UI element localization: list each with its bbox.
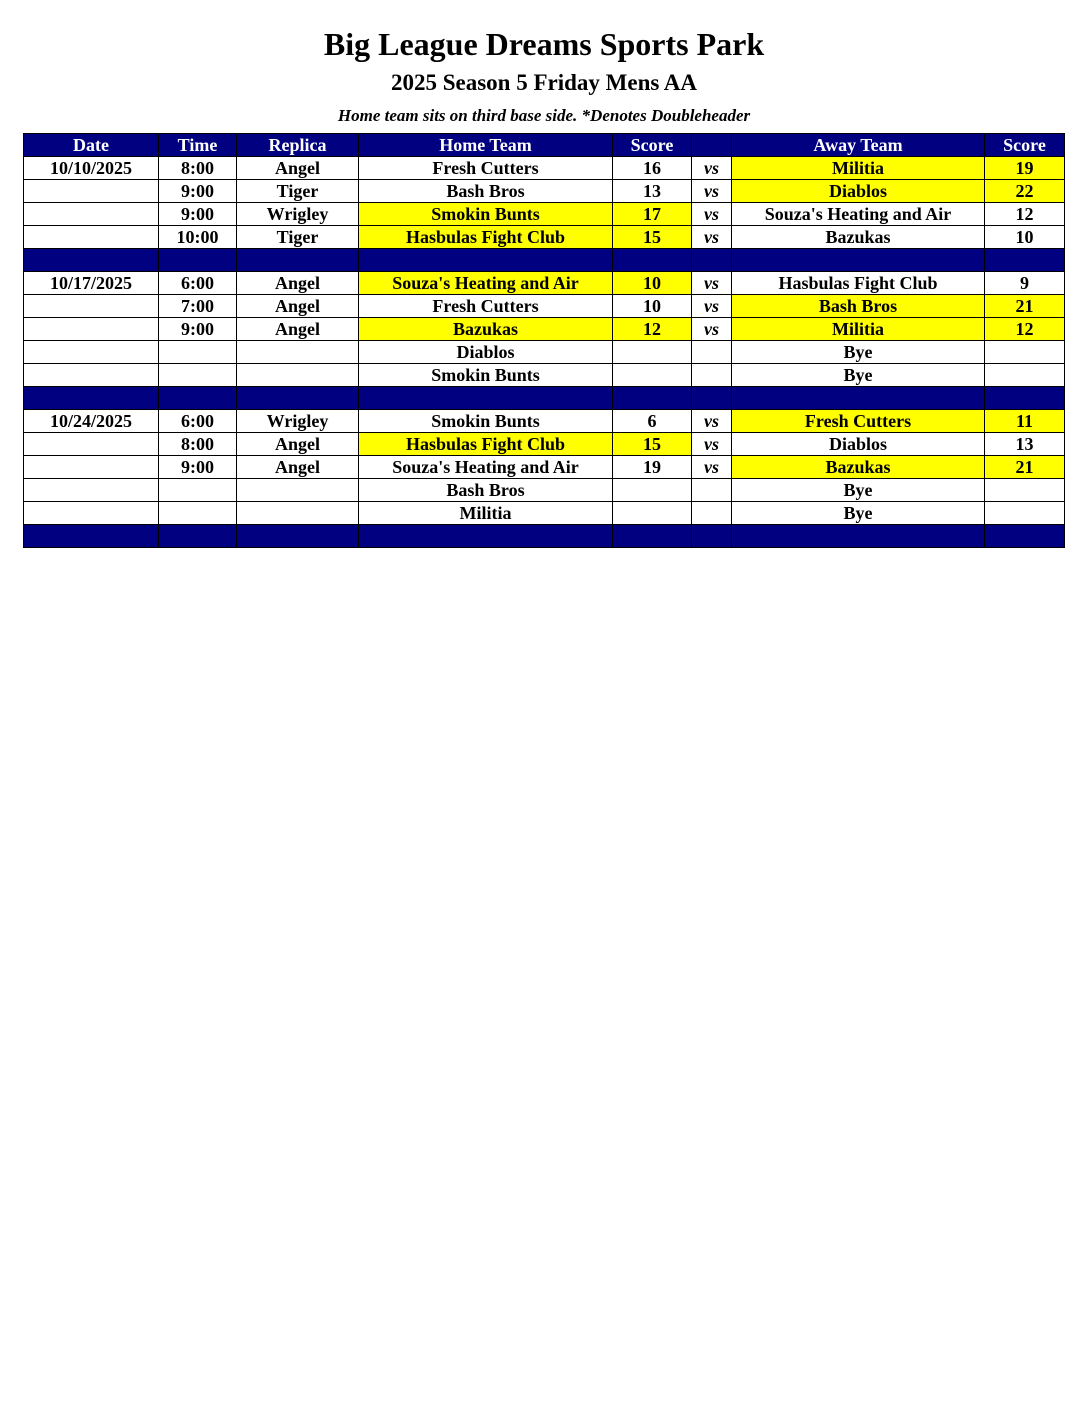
time-cell: 9:00 xyxy=(159,180,237,203)
col-header-away-team: Away Team xyxy=(732,134,985,157)
page-title: Big League Dreams Sports Park xyxy=(323,26,765,62)
schedule-table xyxy=(23,133,1065,548)
separator-cell xyxy=(692,249,732,272)
separator-cell xyxy=(359,249,613,272)
col-header-home-team: Home Team xyxy=(359,134,613,157)
game-row xyxy=(24,502,1065,525)
time-cell: 6:00 xyxy=(159,410,237,433)
time-cell: 10:00 xyxy=(159,226,237,249)
vs-cell: vs xyxy=(692,456,732,479)
home-score-cell: 12 xyxy=(613,318,692,341)
replica-cell: Tiger xyxy=(237,226,359,249)
away-score-cell: 21 xyxy=(985,295,1065,318)
game-row xyxy=(24,456,1065,479)
away-team-cell: Fresh Cutters xyxy=(732,410,985,433)
time-cell: 9:00 xyxy=(159,203,237,226)
replica-cell: Tiger xyxy=(237,180,359,203)
home-team-cell: Diablos xyxy=(359,341,613,364)
schedule-note: Home team sits on third base side. *Denotes Doubleheader xyxy=(337,106,751,125)
game-row xyxy=(24,318,1065,341)
game-row xyxy=(24,410,1065,433)
home-team-cell: Militia xyxy=(359,502,613,525)
separator-row xyxy=(24,249,1065,272)
away-score-cell: 11 xyxy=(985,410,1065,433)
away-score-cell: 10 xyxy=(985,226,1065,249)
away-team-cell: Militia xyxy=(732,318,985,341)
game-row xyxy=(24,295,1065,318)
separator-cell xyxy=(237,387,359,410)
replica-cell xyxy=(237,502,359,525)
home-score-cell xyxy=(613,364,692,387)
separator-cell xyxy=(613,249,692,272)
date-cell xyxy=(24,364,159,387)
separator-cell xyxy=(159,249,237,272)
replica-cell xyxy=(237,364,359,387)
date-cell: 10/17/2025 xyxy=(24,272,159,295)
date-cell: 10/10/2025 xyxy=(24,157,159,180)
vs-cell: vs xyxy=(692,226,732,249)
separator-cell xyxy=(359,387,613,410)
time-cell: 8:00 xyxy=(159,157,237,180)
away-score-cell: 22 xyxy=(985,180,1065,203)
replica-cell: Wrigley xyxy=(237,203,359,226)
game-row xyxy=(24,203,1065,226)
home-score-cell: 15 xyxy=(613,226,692,249)
vs-cell xyxy=(692,479,732,502)
home-team-cell: Smokin Bunts xyxy=(359,203,613,226)
game-row xyxy=(24,157,1065,180)
date-cell xyxy=(24,295,159,318)
vs-cell xyxy=(692,502,732,525)
away-team-cell: Diablos xyxy=(732,180,985,203)
home-team-cell: Fresh Cutters xyxy=(359,295,613,318)
home-team-cell: Bash Bros xyxy=(359,479,613,502)
away-team-cell: Bye xyxy=(732,502,985,525)
vs-cell: vs xyxy=(692,203,732,226)
home-score-cell: 17 xyxy=(613,203,692,226)
vs-cell xyxy=(692,364,732,387)
separator-cell xyxy=(732,249,985,272)
home-score-cell xyxy=(613,479,692,502)
game-row xyxy=(24,341,1065,364)
separator-cell xyxy=(24,525,159,548)
away-score-cell: 12 xyxy=(985,318,1065,341)
home-score-cell: 16 xyxy=(613,157,692,180)
vs-cell: vs xyxy=(692,318,732,341)
vs-cell: vs xyxy=(692,157,732,180)
away-team-cell: Bash Bros xyxy=(732,295,985,318)
home-score-cell: 10 xyxy=(613,272,692,295)
col-header-date: Date xyxy=(24,134,159,157)
time-cell xyxy=(159,341,237,364)
vs-cell: vs xyxy=(692,410,732,433)
separator-cell xyxy=(24,387,159,410)
away-team-cell: Diablos xyxy=(732,433,985,456)
away-team-cell: Bye xyxy=(732,479,985,502)
date-cell: 10/24/2025 xyxy=(24,410,159,433)
home-team-cell: Souza's Heating and Air xyxy=(359,272,613,295)
game-row xyxy=(24,180,1065,203)
replica-cell: Angel xyxy=(237,456,359,479)
replica-cell: Angel xyxy=(237,295,359,318)
time-cell xyxy=(159,479,237,502)
date-cell xyxy=(24,226,159,249)
separator-cell xyxy=(359,525,613,548)
replica-cell: Angel xyxy=(237,433,359,456)
home-team-cell: Hasbulas Fight Club xyxy=(359,226,613,249)
replica-cell xyxy=(237,479,359,502)
separator-cell xyxy=(237,249,359,272)
separator-cell xyxy=(24,249,159,272)
away-score-cell: 12 xyxy=(985,203,1065,226)
time-cell xyxy=(159,502,237,525)
away-score-cell xyxy=(985,341,1065,364)
away-team-cell: Bazukas xyxy=(732,226,985,249)
replica-cell: Wrigley xyxy=(237,410,359,433)
separator-cell xyxy=(985,525,1065,548)
away-score-cell xyxy=(985,479,1065,502)
away-team-cell: Bazukas xyxy=(732,456,985,479)
vs-cell: vs xyxy=(692,272,732,295)
date-cell xyxy=(24,479,159,502)
home-team-cell: Hasbulas Fight Club xyxy=(359,433,613,456)
col-header-replica: Replica xyxy=(237,134,359,157)
home-score-cell: 15 xyxy=(613,433,692,456)
season-subtitle: 2025 Season 5 Friday Mens AA xyxy=(390,70,698,95)
date-cell xyxy=(24,433,159,456)
away-score-cell: 13 xyxy=(985,433,1065,456)
time-cell xyxy=(159,364,237,387)
col-header-vs xyxy=(692,134,732,157)
date-cell xyxy=(24,180,159,203)
home-score-cell: 6 xyxy=(613,410,692,433)
separator-row xyxy=(24,387,1065,410)
replica-cell: Angel xyxy=(237,318,359,341)
time-cell: 9:00 xyxy=(159,318,237,341)
game-row xyxy=(24,226,1065,249)
home-team-cell: Bash Bros xyxy=(359,180,613,203)
time-cell: 6:00 xyxy=(159,272,237,295)
home-team-cell: Smokin Bunts xyxy=(359,410,613,433)
away-score-cell xyxy=(985,502,1065,525)
time-cell: 7:00 xyxy=(159,295,237,318)
game-row xyxy=(24,479,1065,502)
home-team-cell: Fresh Cutters xyxy=(359,157,613,180)
header-row xyxy=(24,134,1065,157)
col-header-away-score: Score xyxy=(985,134,1065,157)
vs-cell: vs xyxy=(692,295,732,318)
date-cell xyxy=(24,456,159,479)
home-score-cell xyxy=(613,502,692,525)
replica-cell: Angel xyxy=(237,272,359,295)
away-team-cell: Bye xyxy=(732,341,985,364)
separator-cell xyxy=(692,525,732,548)
home-team-cell: Souza's Heating and Air xyxy=(359,456,613,479)
separator-cell xyxy=(159,387,237,410)
away-score-cell: 19 xyxy=(985,157,1065,180)
date-cell xyxy=(24,341,159,364)
separator-cell xyxy=(613,525,692,548)
away-team-cell: Bye xyxy=(732,364,985,387)
away-score-cell: 21 xyxy=(985,456,1065,479)
separator-cell xyxy=(237,525,359,548)
separator-cell xyxy=(613,387,692,410)
separator-cell xyxy=(692,387,732,410)
away-score-cell xyxy=(985,364,1065,387)
separator-row xyxy=(24,525,1065,548)
away-team-cell: Souza's Heating and Air xyxy=(732,203,985,226)
time-cell: 9:00 xyxy=(159,456,237,479)
home-score-cell: 10 xyxy=(613,295,692,318)
away-score-cell: 9 xyxy=(985,272,1065,295)
home-team-cell: Bazukas xyxy=(359,318,613,341)
home-score-cell xyxy=(613,341,692,364)
separator-cell xyxy=(732,525,985,548)
game-row xyxy=(24,272,1065,295)
away-team-cell: Militia xyxy=(732,157,985,180)
time-cell: 8:00 xyxy=(159,433,237,456)
separator-cell xyxy=(985,387,1065,410)
col-header-time: Time xyxy=(159,134,237,157)
home-score-cell: 13 xyxy=(613,180,692,203)
game-row xyxy=(24,433,1065,456)
replica-cell: Angel xyxy=(237,157,359,180)
separator-cell xyxy=(985,249,1065,272)
separator-cell xyxy=(159,525,237,548)
vs-cell: vs xyxy=(692,180,732,203)
game-row xyxy=(24,364,1065,387)
date-cell xyxy=(24,502,159,525)
replica-cell xyxy=(237,341,359,364)
separator-cell xyxy=(732,387,985,410)
col-header-home-score: Score xyxy=(613,134,692,157)
date-cell xyxy=(24,318,159,341)
date-cell xyxy=(24,203,159,226)
vs-cell xyxy=(692,341,732,364)
home-team-cell: Smokin Bunts xyxy=(359,364,613,387)
home-score-cell: 19 xyxy=(613,456,692,479)
away-team-cell: Hasbulas Fight Club xyxy=(732,272,985,295)
vs-cell: vs xyxy=(692,433,732,456)
